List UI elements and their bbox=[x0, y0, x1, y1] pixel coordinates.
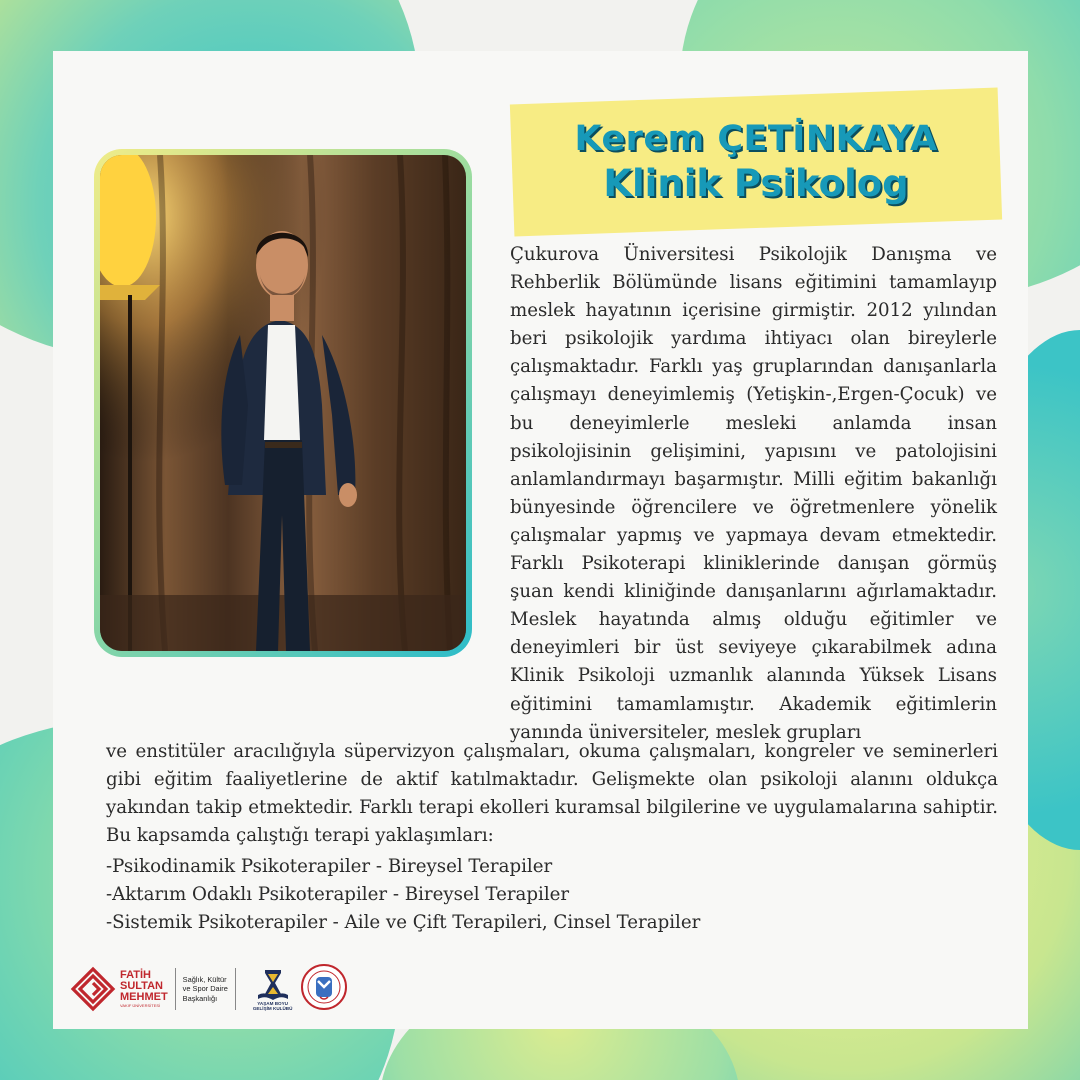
portrait-illustration bbox=[100, 155, 466, 651]
portrait-frame bbox=[94, 149, 472, 657]
university-logo bbox=[70, 966, 168, 1012]
logo-divider bbox=[175, 968, 176, 1010]
university-emblem-icon bbox=[70, 966, 116, 1012]
list-item: -Sistemik Psikoterapiler - Aile ve Çift Terapileri, Cinsel Terapiler bbox=[106, 912, 701, 934]
club-seal-icon bbox=[300, 963, 348, 1015]
bio-full-text: ve enstitüler aracılığıyla süpervizyon çalışmaları, okuma çalışmaları, kongreler ve seminerleri gibi eğitim faaliyetlerine de aktif katılmaktadır. Gelişmekte olan psikoloji alanını oldukça yakından takip etmektedir. Farklı terapi ekolleri kuramsal bilgilerine ve uygulamalarına sahiptir. Bu kapsamda çalıştığı terapi yaklaşımları: bbox=[106, 741, 998, 847]
list-item: -Aktarım Odaklı Psikoterapiler - Bireysel Terapiler bbox=[106, 884, 570, 906]
bio-side-text: Çukurova Üniversitesi Psikolojik Danışma ve Rehberlik Bölümünde lisans eğitimini tamamlayıp meslek hayatının içerisine girmiştir. 2012 yılından beri psikolojik yardıma ihtiyacı olan bireylerle çalışmaktadır. Farklı yaş gruplarından danışanlarla çalışmayı deneyimlemiş (Yetişkin-,Ergen-Çocuk) ve bu deneyimlerle mesleki anlamda insan psikolojisinin gelişimini, yapısını ve patolojisini anlamlandırmayı başarmıştır. Milli eğitim bakanlığı bünyesinde öğrencilere ve öğretmenlere yönelik çalışmalar yapmış ve yapmaya devam etmektedir. Farklı Psikoterapi kliniklerinde danışan görmüş şuan kendi kliniğinde danışanlarını ağırlamaktadır. Meslek hayatında almış olduğu eğitimler ve deneyimleri bir üst seviyeye çıkarabilmek adına Klinik Psikoloji uzmanlık alanında Yüksek Lisans eğitimini tamamlamıştır. Akademik eğitimlerin yanında üniversiteler, meslek grupları bbox=[510, 244, 997, 743]
portrait-photo bbox=[100, 155, 466, 651]
person-title: Klinik Psikolog bbox=[603, 161, 909, 205]
list-item: -Psikodinamik Psikoterapiler - Bireysel Terapiler bbox=[106, 856, 553, 877]
hourglass-book-icon bbox=[256, 967, 290, 1001]
club-name: YAŞAM BOYU GELİŞİM KULÜBÜ bbox=[252, 1000, 293, 1011]
department-name: Sağlık, Kültür ve Spor Daire Başkanlığı bbox=[182, 974, 228, 1003]
club-logo bbox=[253, 967, 293, 1012]
footer-logos bbox=[70, 958, 348, 1020]
logo-divider bbox=[235, 968, 236, 1010]
university-name: FATİH SULTAN MEHMET VAKIF ÜNİVERSİTESİ bbox=[120, 968, 168, 1008]
person-name: Kerem ÇETİNKAYA bbox=[574, 119, 938, 160]
therapy-approaches-list bbox=[106, 853, 998, 937]
title-block bbox=[512, 96, 1000, 228]
